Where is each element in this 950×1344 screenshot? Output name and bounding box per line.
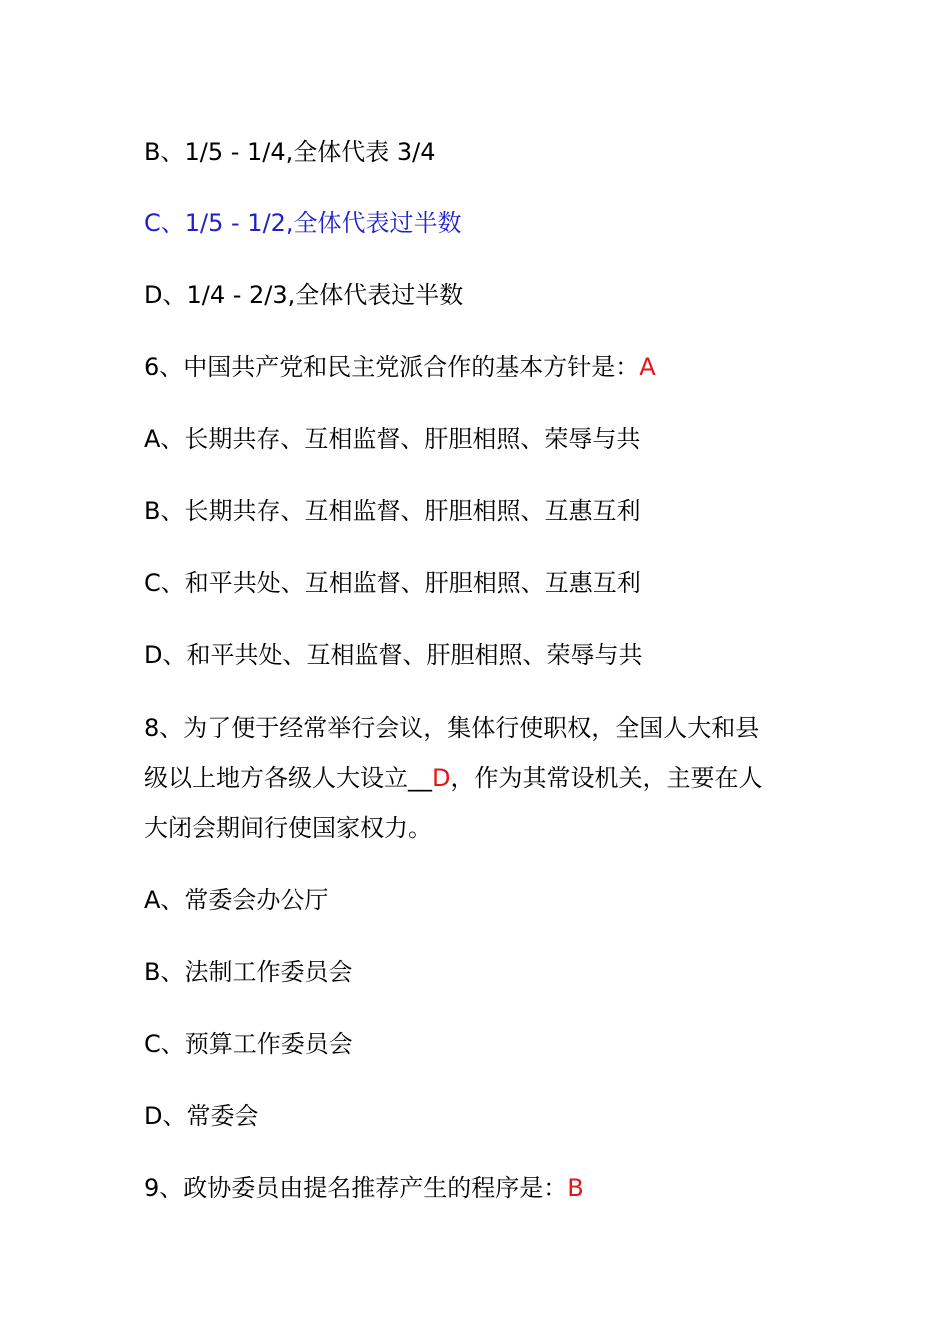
q8-option-a: A、常委会办公厅 — [144, 886, 329, 914]
q8-option-c: C、预算工作委员会 — [144, 1030, 353, 1058]
q6-answer-key: A — [639, 353, 656, 381]
q8-option-d: D、常委会 — [144, 1102, 259, 1130]
q6-option-b: B、长期共存、互相监督、肝胆相照、互惠互利 — [144, 497, 641, 525]
q8-answer-key: D — [432, 764, 451, 792]
q9-answer-key: B — [567, 1174, 584, 1202]
q6-option-d: D、和平共处、互相监督、肝胆相照、荣辱与共 — [144, 641, 643, 669]
q8-line-2-post: ，作为其常设机关，主要在人 — [450, 764, 763, 792]
q6-question — [144, 352, 656, 382]
q8-line-2 — [144, 753, 814, 803]
q9-question-text: 9、政协委员由提名推荐产生的程序是： — [144, 1174, 568, 1202]
q8-line-2-pre: 级以上地方各级人大设立__ — [144, 764, 432, 792]
q5-option-b: B、1/5 - 1/4,全体代表 3/4 — [144, 138, 436, 166]
q6-option-c: C、和平共处、互相监督、肝胆相照、互惠互利 — [144, 569, 641, 597]
q8-question — [144, 703, 814, 853]
q9-question — [144, 1173, 584, 1203]
q8-option-b: B、法制工作委员会 — [144, 958, 353, 986]
q6-option-a: A、长期共存、互相监督、肝胆相照、荣辱与共 — [144, 425, 641, 453]
q8-line-1: 8、为了便于经常举行会议，集体行使职权，全国人大和县 — [144, 714, 760, 742]
q5-option-d: D、1/4 - 2/3,全体代表过半数 — [144, 281, 464, 309]
q5-option-c-highlighted: C、1/5 - 1/2,全体代表过半数 — [144, 209, 462, 237]
q6-question-text: 6、中国共产党和民主党派合作的基本方针是： — [144, 353, 640, 381]
q8-line-3: 大闭会期间行使国家权力。 — [144, 814, 432, 842]
